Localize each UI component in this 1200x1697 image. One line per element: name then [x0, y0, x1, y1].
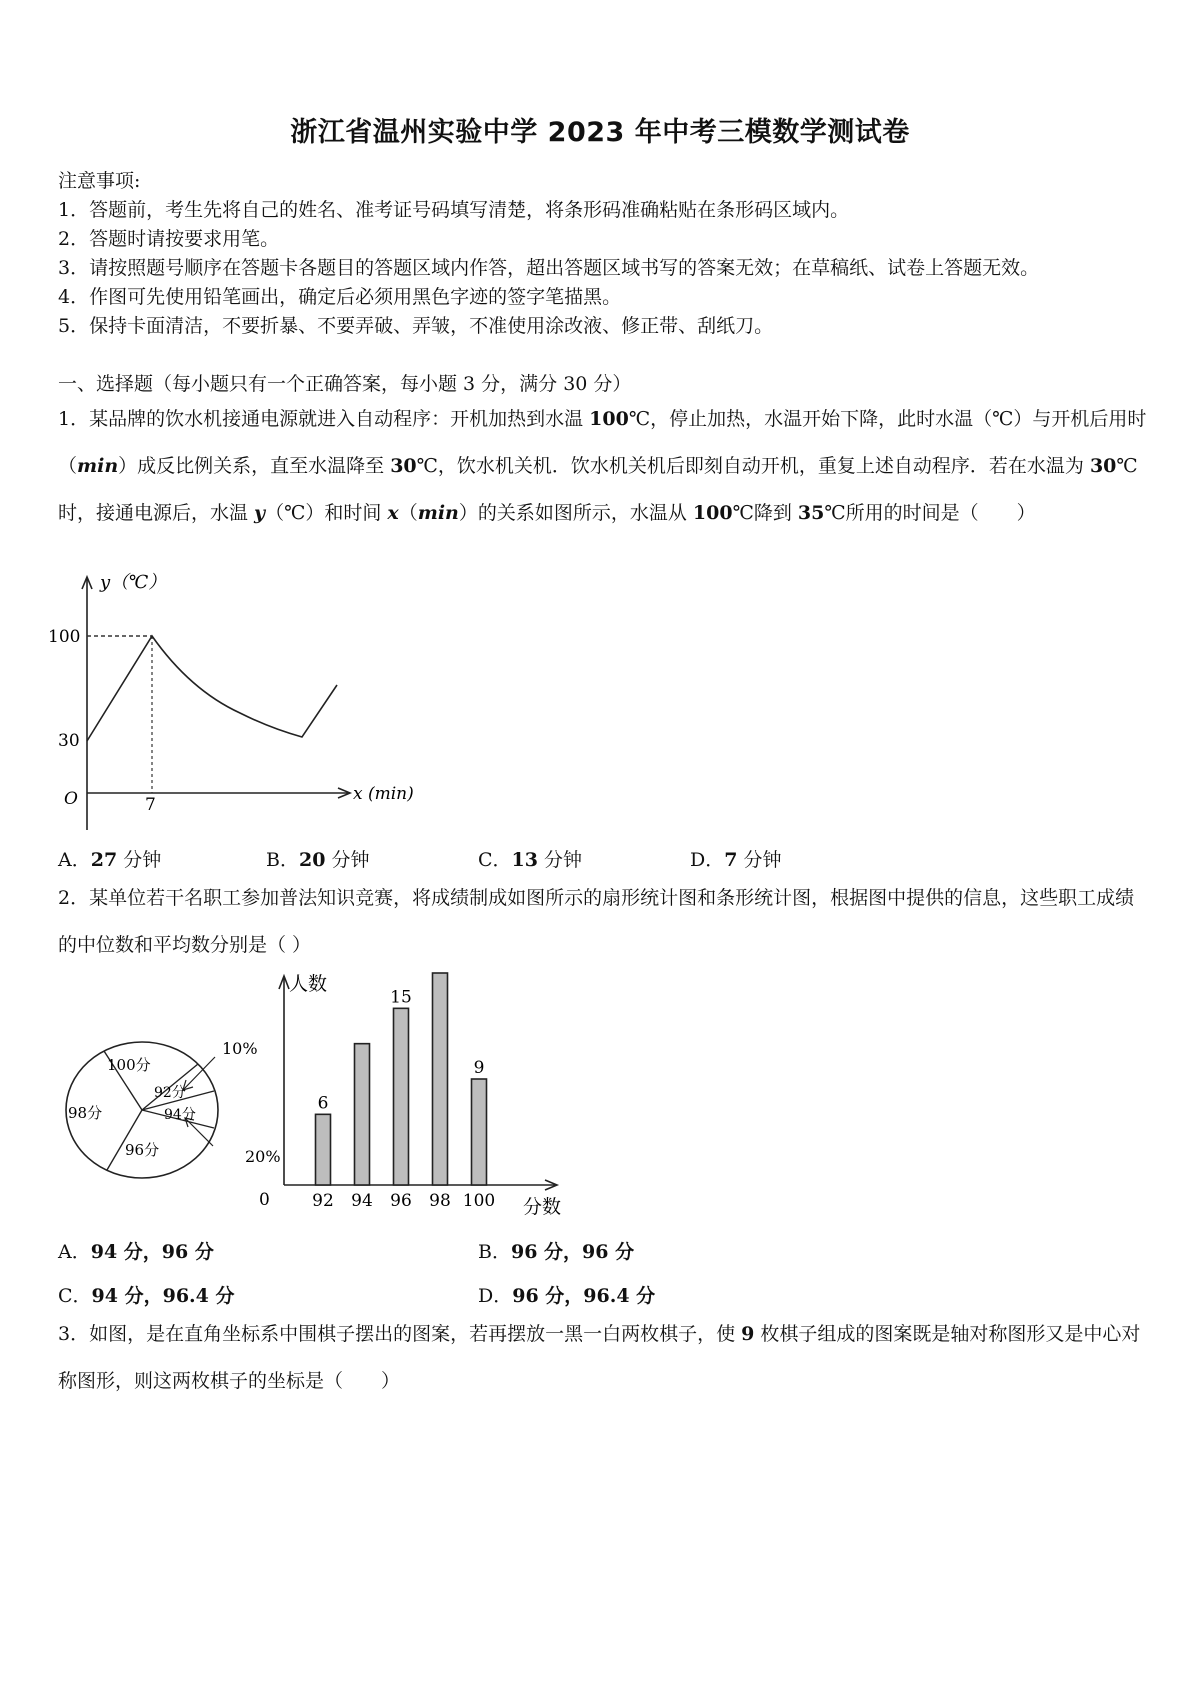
- notice-item-5: 5．保持卡面清洁，不要折暴、不要弄破、弄皱，不准使用涂改液、修正带、刮纸刀。: [58, 315, 774, 337]
- pie-chart: [55, 1020, 281, 1200]
- question-3-text: 3．如图，是在直角坐标系中围棋子摆出的图案，若再摆放一黑一白两枚棋子，使 9 枚棋子组成的图案既是轴对称图形又是中心对称图形，则这两枚棋子的坐标是（ ）: [58, 1323, 1141, 1392]
- pie-divider: [107, 1110, 142, 1170]
- bar-origin-label: 0: [259, 1190, 270, 1210]
- q1-option-b: B．20 分钟: [266, 849, 370, 871]
- bar-x-axis-label: 分数: [523, 1196, 562, 1218]
- pie-pct-20: 20%: [245, 1147, 281, 1166]
- bar-98: [433, 973, 448, 1185]
- section-heading: 一、选择题（每小题只有一个正确答案，每小题 3 分，满分 30 分）: [58, 373, 632, 395]
- bar-94: [355, 1044, 370, 1185]
- bar-tick-label: 96: [390, 1191, 412, 1211]
- bar-tick-label: 92: [312, 1191, 334, 1211]
- bar-value-label: 9: [473, 1058, 485, 1078]
- bar-value-label: 6: [317, 1093, 329, 1114]
- q2-option-a: A．94 分，96 分: [58, 1241, 214, 1263]
- q2-option-c: C．94 分，96.4 分: [58, 1285, 235, 1307]
- bar-tick-label: 94: [351, 1191, 373, 1211]
- bar-96: [394, 1008, 409, 1185]
- notice-item-4: 4．作图可先使用铅笔画出，确定后必须用黑色字迹的签字笔描黑。: [58, 286, 622, 308]
- q1-option-a: A．27 分钟: [58, 849, 162, 871]
- origin-label: O: [64, 789, 78, 809]
- tick-label-7: 7: [145, 795, 156, 815]
- q2-option-d: D．96 分，96.4 分: [478, 1285, 656, 1307]
- x-axis-label: x (min): [353, 784, 414, 804]
- q2-option-b: B．96 分，96 分: [478, 1241, 635, 1263]
- pie-label-94: 94分: [164, 1107, 196, 1123]
- bar-tick-label: 100: [462, 1191, 496, 1211]
- temperature-graph: [40, 565, 460, 840]
- bar-100: [472, 1079, 487, 1185]
- pie-label-92: 92分: [154, 1085, 186, 1101]
- tick-label-30: 30: [58, 731, 80, 751]
- question-2-text: 2．某单位若干名职工参加普法知识竞赛，将成绩制成如图所示的扇形统计图和条形统计图，根据图中提供的信息，这些职工成绩的中位数和平均数分别是（ ）: [58, 887, 1135, 956]
- y-axis-label: y（℃）: [100, 572, 167, 593]
- tick-label-100: 100: [48, 627, 81, 647]
- notice-item-3: 3．请按照题号顺序在答题卡各题目的答题区域内作答，超出答题区域书写的答案无效；在草稿纸、试卷上答题无效。: [58, 257, 1040, 279]
- q1-option-c: C．13 分钟: [478, 849, 583, 871]
- bar-92: [316, 1114, 331, 1185]
- bar-tick-label: 98: [429, 1191, 451, 1211]
- notice-heading: 注意事项:: [58, 170, 141, 192]
- temperature-curve: [87, 636, 337, 741]
- notice-item-2: 2．答题时请按要求用笔。: [58, 228, 280, 250]
- notice-item-1: 1．答题前，考生先将自己的姓名、准考证号码填写清楚，将条形码准确粘贴在条形码区域内。: [58, 199, 850, 221]
- pie-pct-10: 10%: [222, 1039, 258, 1058]
- pointer-arrow-10: [183, 1057, 215, 1090]
- question-1-text: 1．某品牌的饮水机接通电源就进入自动程序：开机加热到水温 100℃，停止加热，水温开始下降，此时水温（℃）与开机后用时（min）成反比例关系，直至水温降至 30℃，饮水机关机．饮水机关机后即刻自动开机，重复上述自动程序．若在水温为 30℃时，接通电源后，水温 y（℃）和时间 x（min）的关系如图所示，水温从 100℃降到 35℃所用的时间是（ ）: [58, 408, 1147, 524]
- pie-label-100: 100分: [107, 1056, 151, 1074]
- pie-label-96: 96分: [125, 1141, 160, 1159]
- page-title: 浙江省温州实验中学 2023 年中考三模数学测试卷: [290, 117, 910, 148]
- pie-label-98: 98分: [68, 1104, 103, 1122]
- bar-y-axis-label: 人数: [289, 973, 328, 995]
- bar-value-label: 15: [390, 987, 412, 1008]
- q1-option-d: D．7 分钟: [690, 849, 782, 871]
